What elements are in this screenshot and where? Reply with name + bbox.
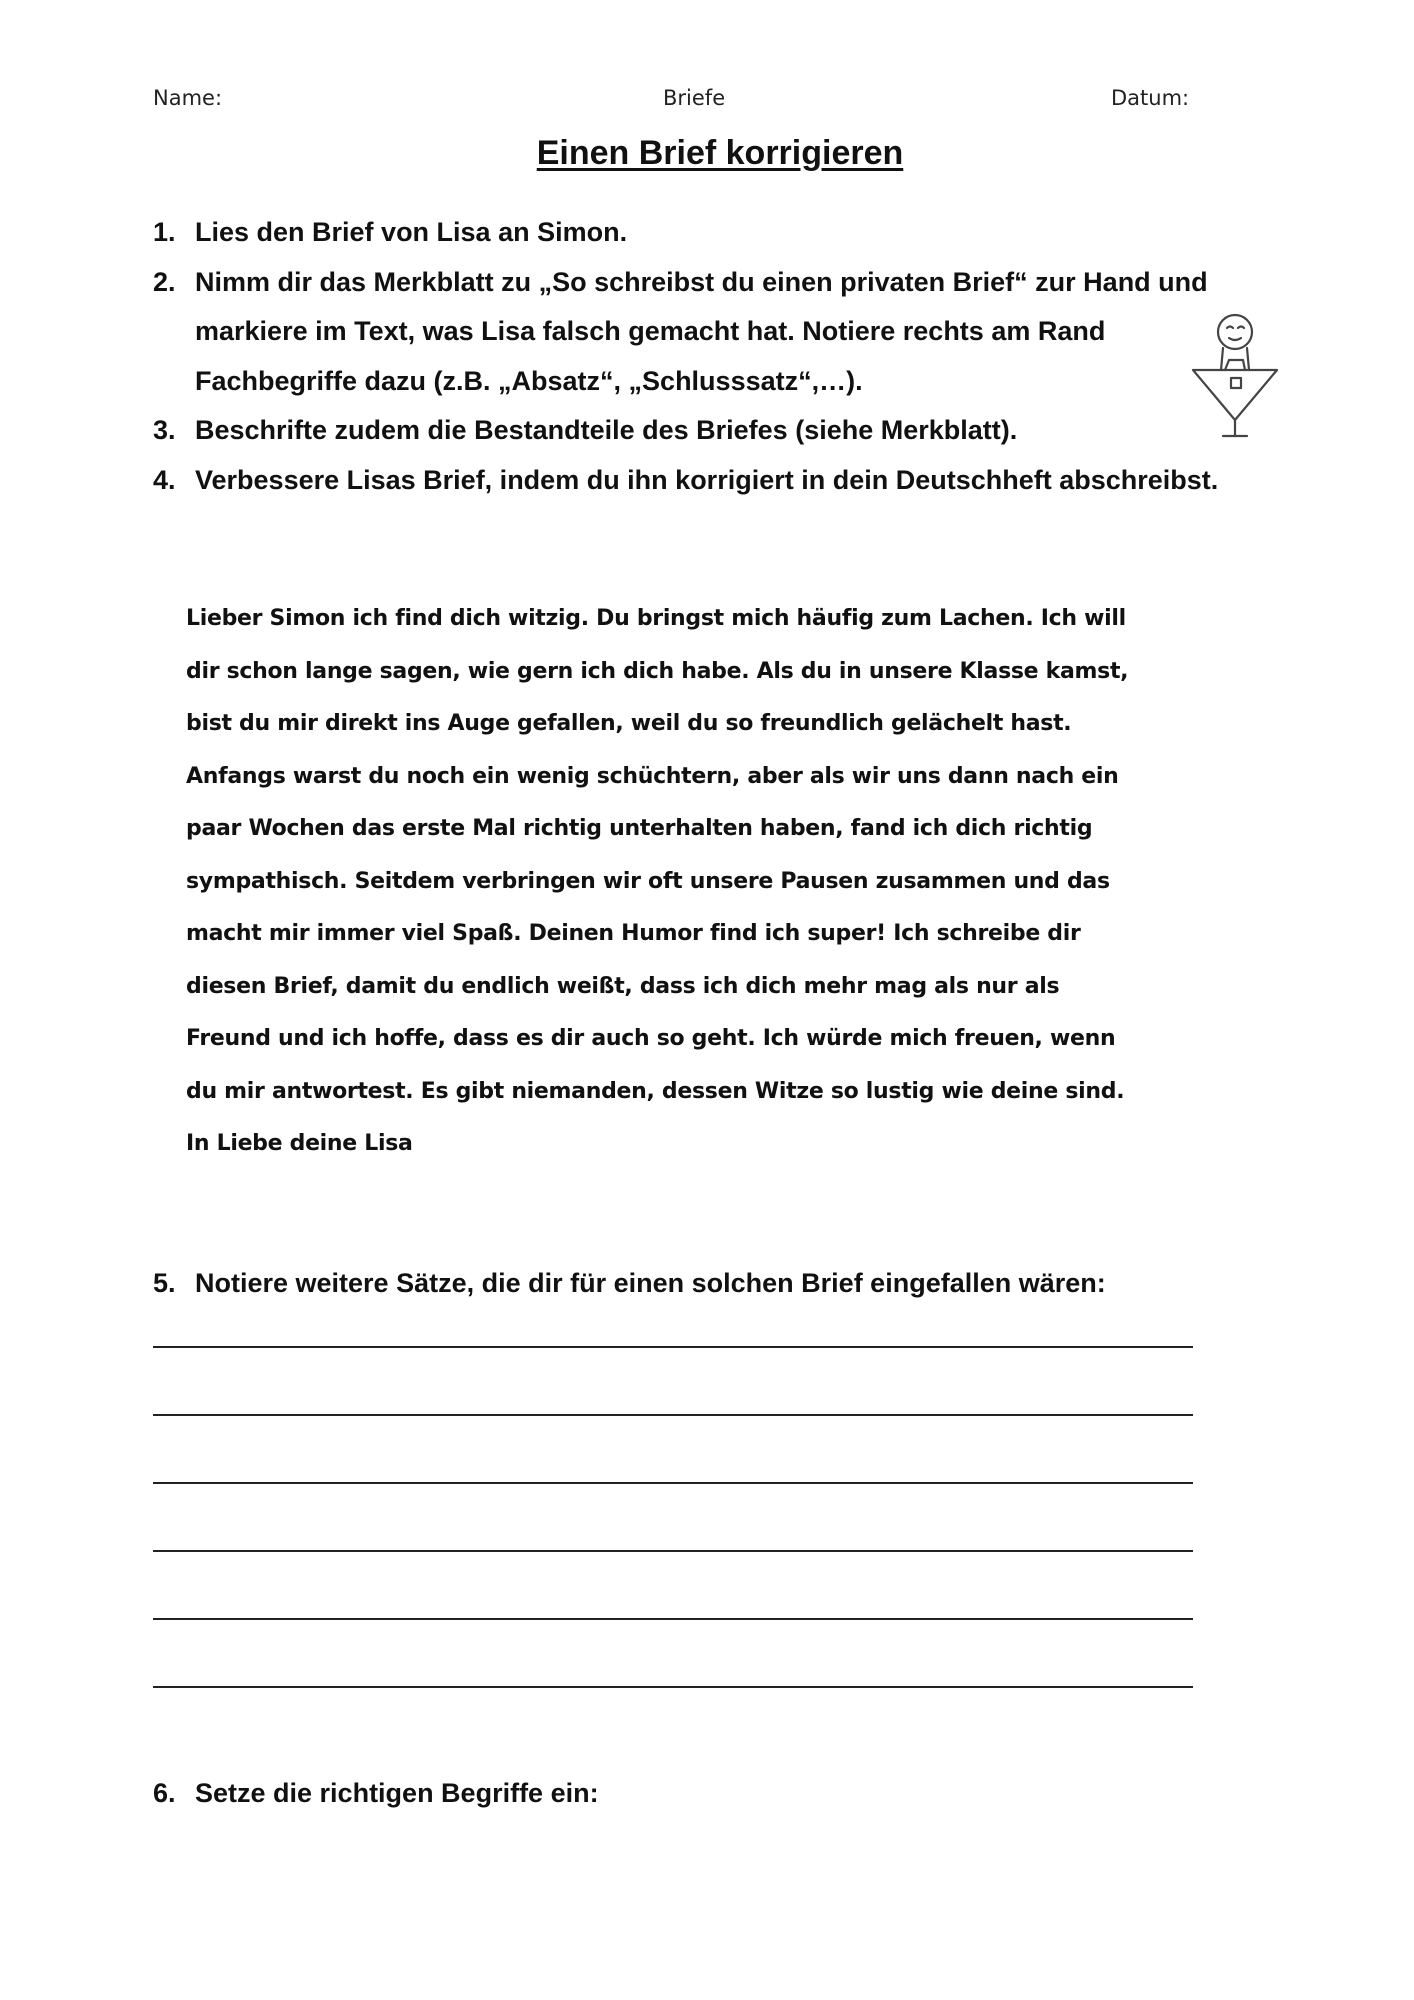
letter-line: paar Wochen das erste Mal richtig unterhalten haben, fand ich dich richtig: [186, 816, 1093, 841]
task-5: [153, 1268, 1293, 1299]
task-number: 4.: [153, 464, 176, 495]
task-6: [153, 1778, 1293, 1809]
task-text-line: Fachbegriffe dazu (z.B. „Absatz“, „Schlusssatz“,…).: [195, 365, 863, 396]
writing-line[interactable]: [153, 1414, 1193, 1416]
writing-lines: [153, 1346, 1193, 1754]
task-text: Setze die richtigen Begriffe ein:: [195, 1778, 599, 1808]
task-number: 2.: [153, 266, 176, 297]
task-text-line: Nimm dir das Merkblatt zu „So schreibst du einen privaten Brief“ zur Hand und: [195, 266, 1208, 297]
task-text-line: markiere im Text, was Lisa falsch gemacht hat. Notiere rechts am Rand: [195, 316, 1106, 346]
task-text: Notiere weitere Sätze, die dir für einen solchen Brief eingefallen wären:: [195, 1268, 1106, 1298]
task-4: [153, 456, 1293, 506]
task-list: [153, 208, 1293, 505]
writing-line[interactable]: [153, 1550, 1193, 1552]
task-number: 3.: [153, 415, 176, 445]
person-writing-at-desk-icon: [1185, 308, 1285, 438]
letter-line: sympathisch. Seitdem verbringen wir oft unsere Pausen zusammen und das: [186, 868, 1110, 894]
worksheet-title: Einen Brief korrigieren: [536, 134, 904, 172]
letter-line: diesen Brief, damit du endlich weißt, dass ich dich mehr mag als nur als: [186, 973, 1060, 999]
task-2: [153, 258, 1293, 407]
task-text-line: Beschrifte zudem die Bestandteile des Briefes (siehe Merkblatt).: [195, 415, 1018, 445]
writing-line[interactable]: [153, 1618, 1193, 1620]
task-number: 1.: [153, 217, 176, 247]
letter-line: Lieber Simon ich find dich witzig. Du bringst mich häufig zum Lachen. Ich will: [186, 606, 1126, 631]
letter-line: Anfangs warst du noch ein wenig schüchtern, aber als wir uns dann nach ein: [186, 763, 1119, 789]
date-label: Datum:: [1111, 86, 1190, 110]
task-text-line: Lies den Brief von Lisa an Simon.: [195, 217, 628, 247]
task-3: [153, 406, 1293, 456]
page-header: [153, 86, 1193, 116]
letter-line: Freund und ich hoffe, dass es dir auch so geht. Ich würde mich freuen, wenn: [186, 1026, 1116, 1051]
writing-line[interactable]: [153, 1482, 1193, 1484]
letter-line: bist du mir direkt ins Auge gefallen, weil du so freundlich gelächelt hast.: [186, 711, 1072, 736]
task-text-line: Verbessere Lisas Brief, indem du ihn korrigiert in dein Deutschheft abschreibst.: [195, 464, 1219, 495]
writing-line[interactable]: [153, 1686, 1193, 1688]
letter-text: [186, 593, 1146, 1171]
subject-label: Briefe: [663, 86, 726, 110]
name-label: Name:: [153, 86, 223, 110]
letter-closing: In Liebe deine Lisa: [186, 1131, 413, 1156]
task-number: 6.: [153, 1778, 176, 1808]
task-1: [153, 208, 1293, 258]
writing-line[interactable]: [153, 1346, 1193, 1348]
letter-line: du mir antwortest. Es gibt niemanden, dessen Witze so lustig wie deine sind.: [186, 1078, 1125, 1104]
letter-line: macht mir immer viel Spaß. Deinen Humor find ich super! Ich schreibe dir: [186, 921, 1081, 946]
task-number: 5.: [153, 1268, 176, 1298]
letter-line: dir schon lange sagen, wie gern ich dich habe. Als du in unsere Klasse kamst,: [186, 658, 1129, 684]
